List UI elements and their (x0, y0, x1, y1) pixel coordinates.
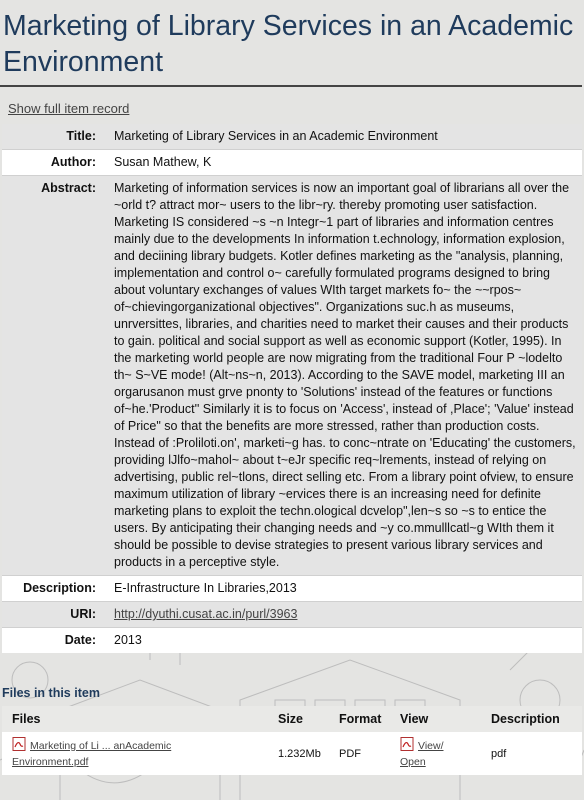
uri-label: URI: (2, 602, 108, 628)
title-label: Title: (2, 124, 108, 150)
pdf-icon (400, 737, 414, 751)
view-col-header: View (390, 706, 481, 732)
show-full-record-link[interactable]: Show full item record (8, 101, 130, 116)
description-label: Description: (2, 576, 108, 602)
abstract-label: Abstract: (2, 176, 108, 576)
file-name-line1: Marketing of Li ... anAcademic (30, 740, 172, 752)
author-value: Susan Mathew, K (108, 150, 582, 176)
uri-link[interactable]: http://dyuthi.cusat.ac.in/purl/3963 (114, 607, 298, 621)
description-col-header: Description (481, 706, 582, 732)
date-value: 2013 (108, 628, 582, 654)
files-table (2, 706, 582, 775)
format-col-header: Format (329, 706, 390, 732)
file-name-link[interactable] (12, 740, 171, 768)
title-value: Marketing of Library Services in an Academic Environment (108, 124, 582, 150)
metadata-row-abstract (2, 176, 582, 576)
file-name-cell (2, 732, 268, 775)
author-label: Author: (2, 150, 108, 176)
file-size: 1.232Mb (268, 732, 329, 775)
files-heading: Files in this item (2, 686, 100, 700)
view-line1: View/ (418, 740, 444, 752)
metadata-row-description (2, 576, 582, 602)
date-label: Date: (2, 628, 108, 654)
file-view-cell (390, 732, 481, 775)
metadata-row-title (2, 124, 582, 150)
files-header-row (2, 706, 582, 732)
metadata-table (2, 124, 582, 653)
abstract-value: Marketing of information services is now an important goal of librarians all over the ~orld t? attract mor~ users to the libr~ry. thereby promoting user satisfaction. Marketing IS considered ~s ~n Integr~1 part of libraries and information centres mainly due to the developments In information t.echnology, information explosion, and deciining library budgets. Kotler defines marketing as the "analysis, planning, implementation and control o~ carefully formulated programs designed to bring about voluntary exchanges of values WIth target markets fo~ the ~~rpos~ of~chievingorganizational objectives". Organizations suc.h as museums, unrversittes, libraries, and charities need to market their causes and their products to gain. political and social support as well as economic support (Kotler, 1995). In the marketing world people are now migrating from the traditional Four P ~lodelto th~ S~VE mode! (Alt~ns~n, 2013). According to the SAVE model, marketing III an orgarusanon must grve pnonty to 'Solutions' instead of the features or functions of~he.'Product'' Similarly it is to focus on 'Access', instead of ,Place'; 'Value' instead of Price" so that the benefits are more stressed, rather than production costs. Instead of :Proliloti.on', marketi~g has. to conc~ntrate on 'Educating' the customers, providing lJlfo~mahol~ about t~eJr specific req~lrements, instead of relying on advertising, public rel~tlons, direct selling etc. From a library point ofview, to ensure maximum utilization of library ~ervices there is an increasing need for definite marketing plans to exploit the techn.ological dcvelop",len~s so ~s to entice the users. By anticipating their changing needs and ~y co.mmulllcatl~g WIth them it should be possible to devise strategies to present various library services and products in a perceptive style. (108, 176, 582, 576)
metadata-row-uri (2, 602, 582, 628)
metadata-row-author (2, 150, 582, 176)
pdf-icon (12, 737, 26, 751)
file-row (2, 732, 582, 775)
file-name-line2: Environment.pdf (12, 756, 89, 768)
title-divider (0, 85, 582, 87)
size-col-header: Size (268, 706, 329, 732)
description-value: E-Infrastructure In Libraries,2013 (108, 576, 582, 602)
page-title: Marketing of Library Services in an Academic Environment (3, 10, 574, 78)
metadata-row-date (2, 628, 582, 654)
file-description: pdf (481, 732, 582, 775)
files-col-header: Files (2, 706, 268, 732)
view-line2: Open (400, 756, 426, 768)
uri-value (108, 602, 582, 628)
file-format: PDF (329, 732, 390, 775)
